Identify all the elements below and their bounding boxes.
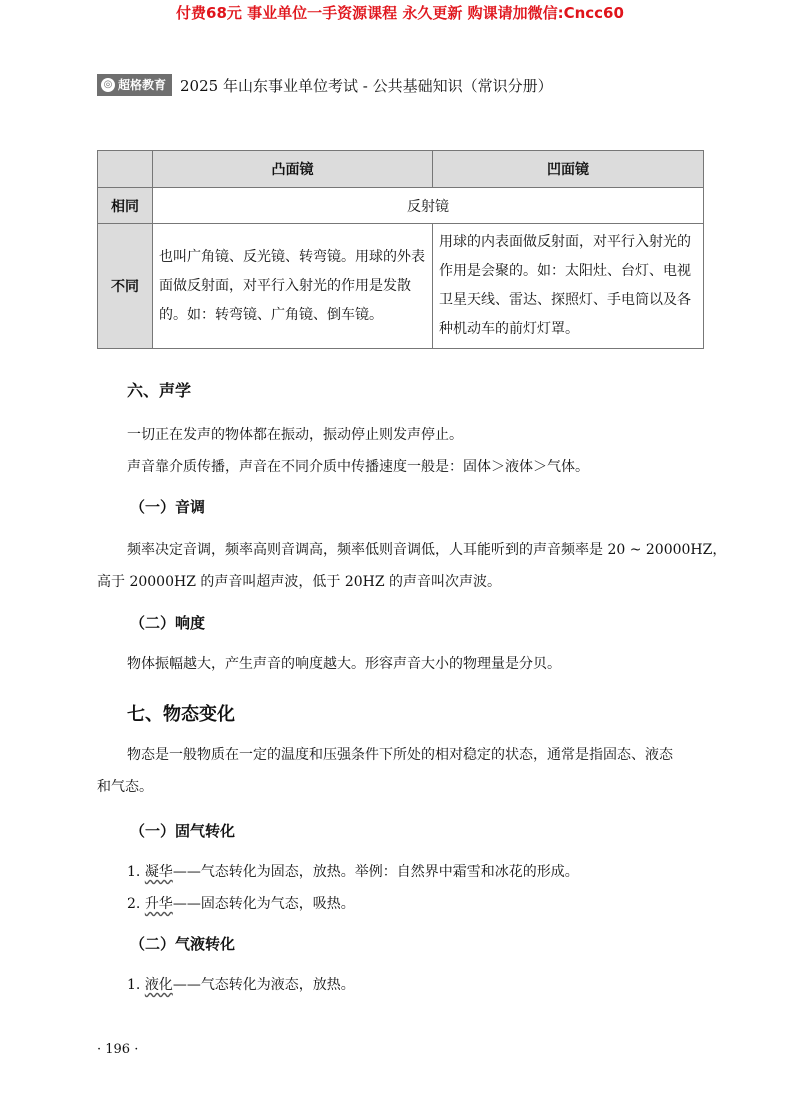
list-item xyxy=(127,887,355,921)
subsection-solid-gas-title: （一）固气转化 xyxy=(130,822,236,840)
state-para-line-1: 物态是一般物质在一定的温度和压强条件下所处的相对稳定的状态，通常是指固态、液态 xyxy=(127,747,673,763)
page-header xyxy=(97,74,553,96)
mirror-comparison-table xyxy=(97,150,704,349)
section-state-change-title: 七、物态变化 xyxy=(127,704,235,725)
logo-icon: ◎ xyxy=(101,78,115,92)
term-liquefaction: 液化 xyxy=(144,977,173,993)
pitch-para-line-1: 频率决定音调，频率高则音调高，频率低则音调低，人耳能听到的声音频率是 20 ~ 20000HZ， xyxy=(127,542,727,558)
state-para-line-2: 和气态。 xyxy=(97,779,153,795)
subsection-loudness-title: （二）响度 xyxy=(130,614,206,632)
term-deposition: 凝华 xyxy=(144,864,173,880)
header-title: 2025 年山东事业单位考试 - 公共基础知识（常识分册） xyxy=(180,76,553,95)
page-number: · 196 · xyxy=(97,1042,139,1057)
row-label-same: 相同 xyxy=(98,188,153,224)
item-text: ——气态转化为固态，放热。举例：自然界中霜雪和冰花的形成。 xyxy=(172,864,579,880)
promo-banner: 付费68元 事业单位一手资源课程 永久更新 购课请加微信:Cncc60 xyxy=(176,4,624,22)
item-number: 1. xyxy=(127,977,141,993)
concave-description: 用球的内表面做反射面，对平行入射光的作用是会聚的。如：太阳灶、台灯、电视卫星天线、雷达、探照灯、手电筒以及各种机动车的前灯灯罩。 xyxy=(433,224,704,349)
convex-description: 也叫广角镜、反光镜、转弯镜。用球的外表面做反射面，对平行入射光的作用是发散的。如：转弯镜、广角镜、倒车镜。 xyxy=(153,224,433,349)
list-item xyxy=(127,968,355,1002)
subsection-pitch-title: （一）音调 xyxy=(130,498,206,516)
subsection-gas-liquid-title: （二）气液转化 xyxy=(130,935,236,953)
acoustics-para-2: 声音靠介质传播，声音在不同介质中传播速度一般是：固体＞液体＞气体。 xyxy=(127,459,589,475)
col-header-convex: 凸面镜 xyxy=(153,151,433,188)
term-sublimation: 升华 xyxy=(144,896,173,912)
item-text: ——气态转化为液态，放热。 xyxy=(172,977,355,993)
same-value: 反射镜 xyxy=(153,188,704,224)
brand-logo xyxy=(97,74,172,96)
pitch-para-line-2: 高于 20000HZ 的声音叫超声波，低于 20HZ 的声音叫次声波。 xyxy=(97,574,502,590)
list-item xyxy=(127,855,579,889)
item-number: 2. xyxy=(127,896,141,912)
item-text: ——固态转化为气态，吸热。 xyxy=(172,896,355,912)
table-corner xyxy=(98,151,153,188)
logo-text: 超格教育 xyxy=(118,78,167,92)
acoustics-para-1: 一切正在发声的物体都在振动，振动停止则发声停止。 xyxy=(127,427,463,443)
col-header-concave: 凹面镜 xyxy=(433,151,704,188)
section-acoustics-title: 六、声学 xyxy=(127,381,192,400)
item-number: 1. xyxy=(127,864,141,880)
row-label-diff: 不同 xyxy=(98,224,153,349)
loudness-para: 物体振幅越大，产生声音的响度越大。形容声音大小的物理量是分贝。 xyxy=(127,656,561,672)
